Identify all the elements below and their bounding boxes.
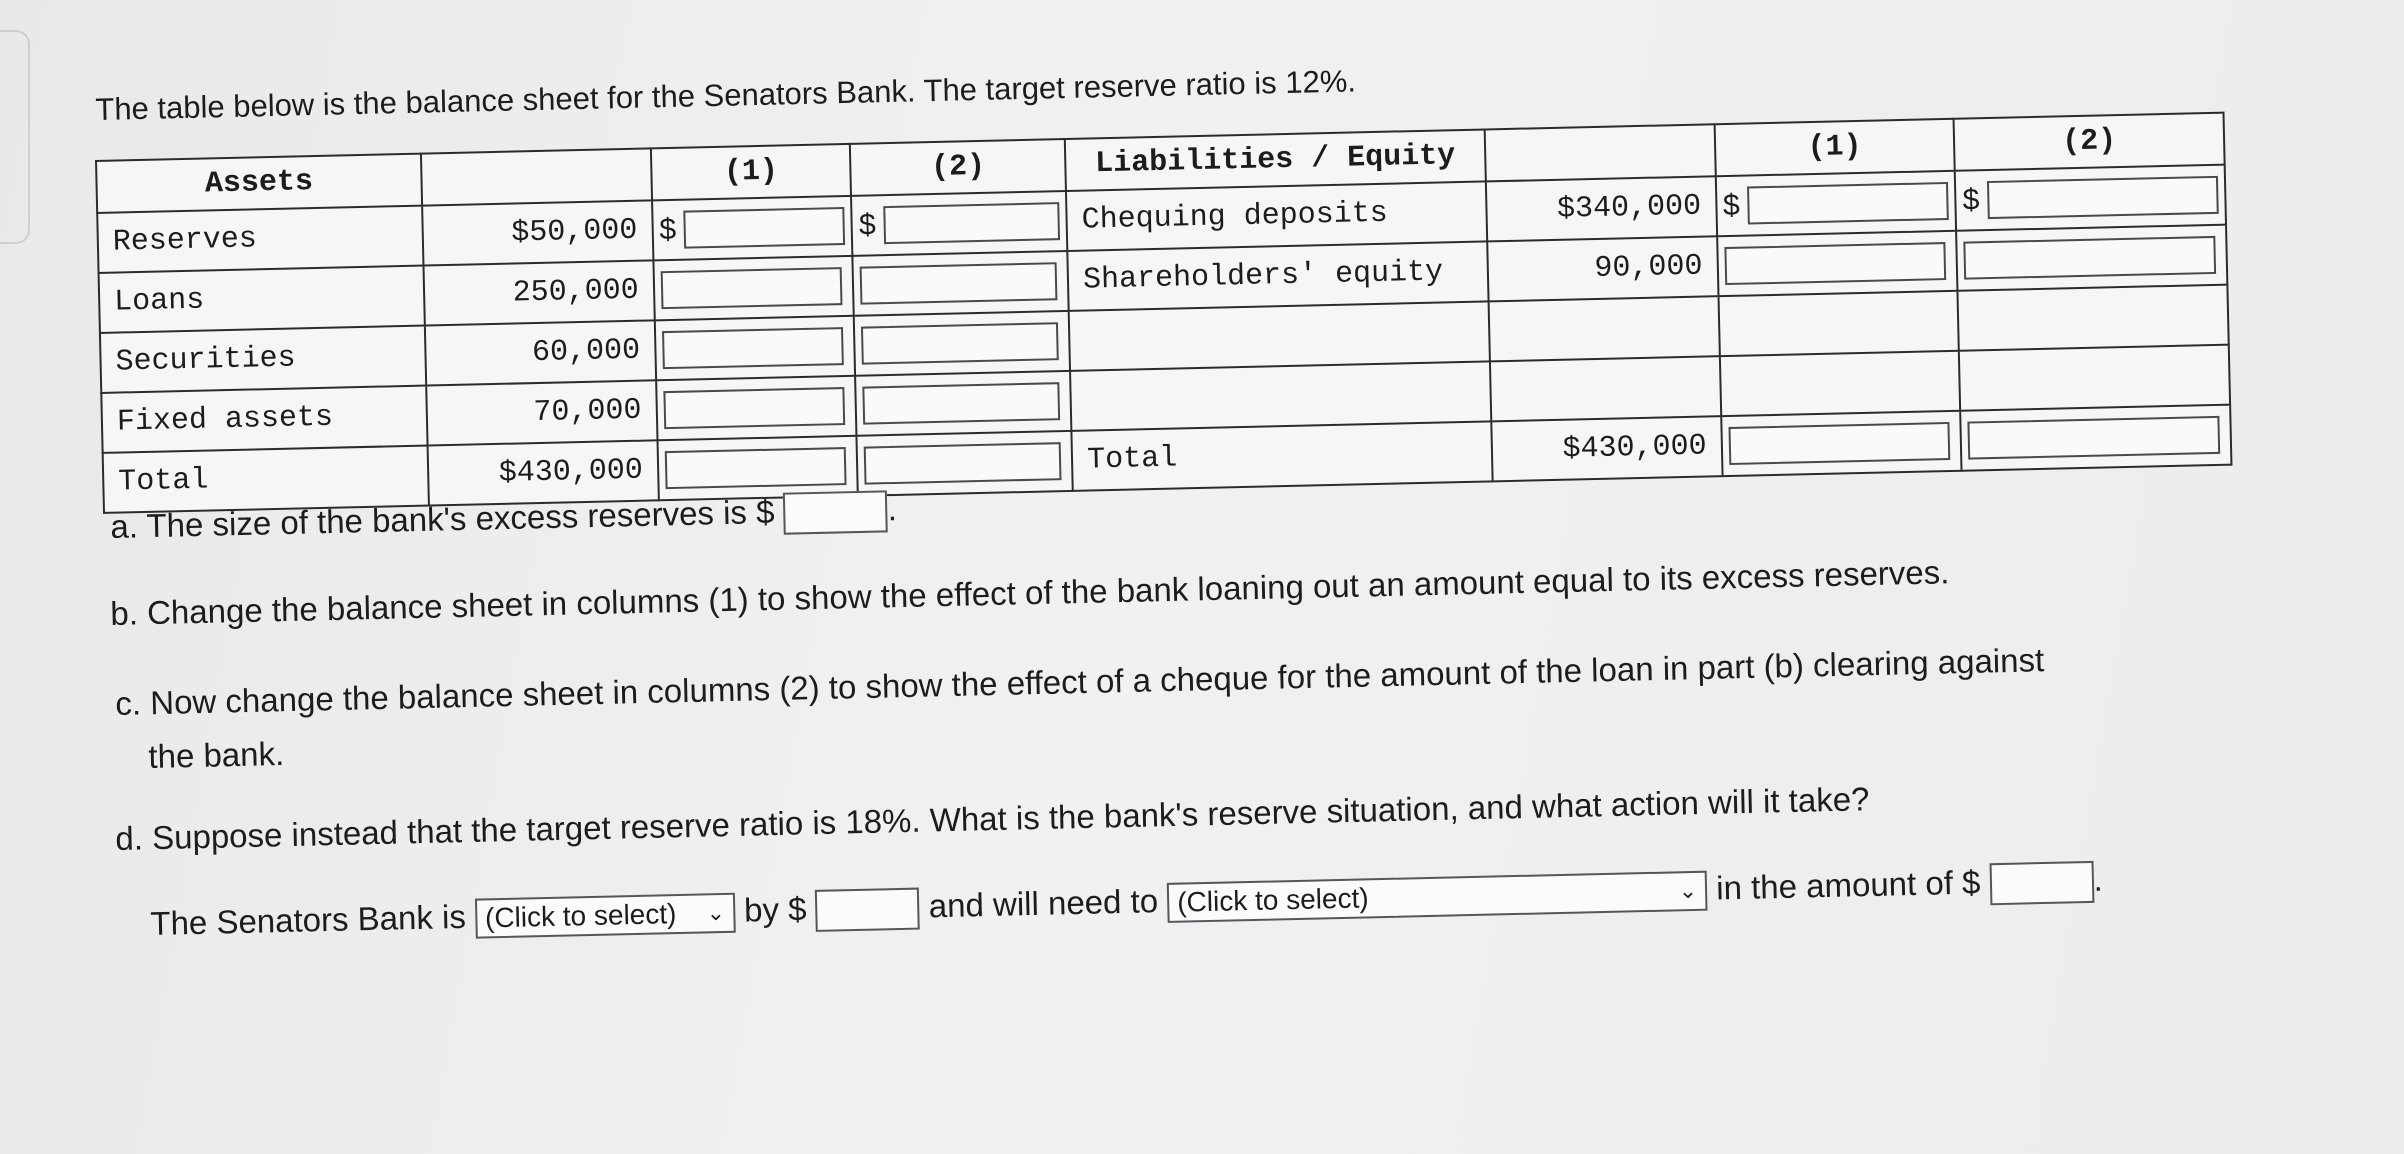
asset-label: Reserves (97, 206, 423, 273)
asset-value: 60,000 (425, 320, 656, 385)
reserves-col1-input[interactable] (684, 207, 846, 249)
col1-header: (1) (651, 144, 852, 201)
dollar-sign: $ (658, 212, 677, 247)
assets-header: Assets (96, 154, 422, 213)
col2-header: (2) (850, 139, 1066, 196)
question-d-answer: The Senators Bank is (Click to select) ⌄ by $ and will need to (Click to select) ⌄ in the amount of $ . (150, 860, 2104, 942)
question-a: a. The size of the bank's excess reserves is $ . (110, 490, 898, 545)
balance-sheet (95, 112, 2231, 500)
assets-total-col1-input[interactable] (664, 447, 847, 489)
liab-total-col2-input[interactable] (1968, 416, 2220, 460)
fixed-assets-col1-input[interactable] (663, 387, 846, 429)
liab-total-col1-input[interactable] (1728, 422, 1950, 465)
reserve-amount-input[interactable] (815, 888, 920, 932)
asset-value: 70,000 (426, 380, 657, 445)
equity-col2-input[interactable] (1964, 236, 2216, 280)
page-edge (0, 30, 30, 244)
liability-label: Shareholders' equity (1067, 241, 1488, 311)
reserve-situation-select[interactable]: (Click to select) ⌄ (475, 893, 736, 939)
securities-col2-input[interactable] (861, 322, 1059, 364)
asset-total-label: Total (103, 446, 429, 513)
deposits-col2-input[interactable] (1987, 176, 2219, 219)
securities-col1-input[interactable] (662, 327, 845, 369)
liability-total-value: $430,000 (1491, 416, 1722, 481)
action-amount-input[interactable] (1989, 861, 2094, 905)
fixed-assets-col2-input[interactable] (863, 382, 1061, 424)
asset-label: Loans (99, 266, 425, 333)
excess-reserves-input[interactable] (783, 491, 888, 535)
liability-value: $340,000 (1486, 176, 1717, 241)
liability-value: 90,000 (1487, 236, 1718, 301)
asset-value: $50,000 (422, 200, 653, 265)
asset-total-value: $430,000 (427, 440, 658, 505)
question-c-line1: c. Now change the balance sheet in columns (2) to show the effect of a cheque for the amount of the loan in part (b) clearing against (115, 641, 2045, 722)
intro-text: The table below is the balance sheet for the Senators Bank. The target reserve ratio is 12%. (95, 63, 1357, 127)
liab-col2-header: (2) (1954, 113, 2225, 171)
asset-label: Securities (100, 326, 426, 393)
assets-total-col2-input[interactable] (864, 442, 1062, 484)
liability-label: Chequing deposits (1066, 181, 1487, 251)
reserves-col2-input[interactable] (883, 202, 1060, 244)
question-c-line2: the bank. (148, 734, 285, 775)
asset-value: 250,000 (423, 260, 654, 325)
liab-col1-header: (1) (1714, 119, 1955, 176)
deposits-col1-input[interactable] (1747, 182, 1949, 225)
dollar-sign: $ (858, 208, 877, 242)
liabilities-header: Liabilities / Equity (1065, 129, 1486, 191)
asset-label: Fixed assets (101, 386, 427, 453)
dollar-sign: $ (1722, 188, 1741, 223)
liability-total-label: Total (1071, 421, 1492, 491)
chevron-down-icon: ⌄ (706, 900, 726, 926)
equity-col1-input[interactable] (1724, 242, 1946, 285)
dollar-sign: $ (1962, 183, 1980, 217)
question-b: b. Change the balance sheet in columns (1) to show the effect of the bank loaning out an amount equal to its excess reserves. (110, 553, 1950, 632)
chevron-down-icon: ⌄ (1678, 878, 1698, 904)
question-d: d. Suppose instead that the target reserve ratio is 18%. What is the bank's reserve situation, and what action will it take? (115, 780, 1870, 857)
loans-col2-input[interactable] (860, 262, 1058, 304)
loans-col1-input[interactable] (660, 267, 843, 309)
action-select[interactable]: (Click to select) ⌄ (1167, 871, 1708, 923)
balance-table (95, 112, 2232, 514)
